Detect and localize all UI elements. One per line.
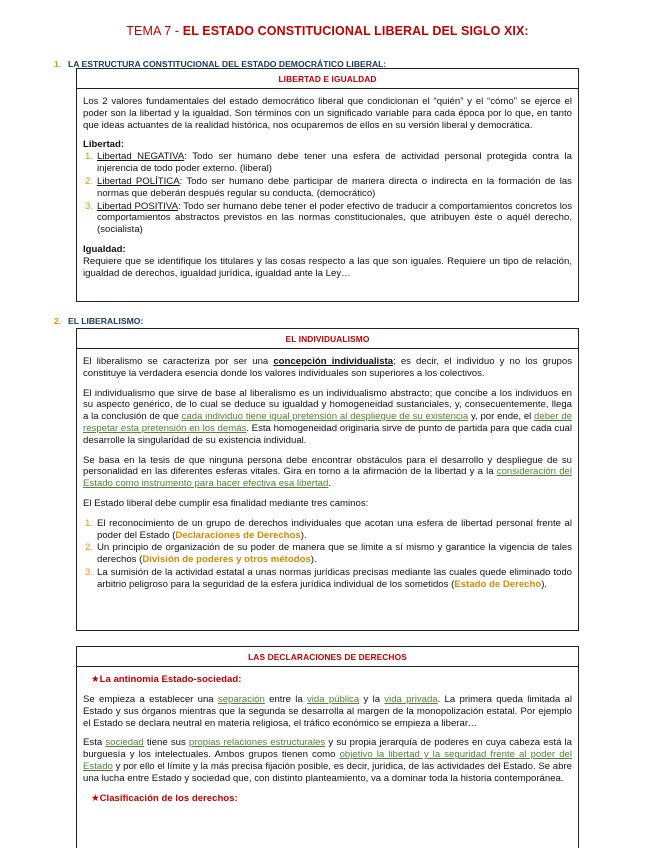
- paragraph: El individualismo que sirve de base al liberalismo es un individualismo abstracto; que concibe a los individuos en su aspecto genérico, de lo cual se deduce su igualdad y homogeneidad sustanciales, y, consecuentemente, llega a la conclusión de que cada individuo tiene igual pretensión al despliegue de su existencia y, por ende, el deber de respetar esta pretensión en los demás. Esta homogeneidad originaria sirve de punto de partida para que cada cual desarrolle la singularidad de su existencia individual.: [83, 387, 573, 446]
- box-title: LAS DECLARACIONES DE DERECHOS: [77, 647, 578, 667]
- paragraph: El Estado liberal debe cumplir esa finalidad mediante tres caminos:: [83, 497, 369, 509]
- paragraph: Esta sociedad tiene sus propias relaciones estructurales y su propia jerarquía de poderes en cuya cabeza está la burguesía y los intelectuales. Ambos grupos tienen como objetivo la libertad y la seguridad frente al poder del Estado y por ello el límite y la más precisa fijación posible, es decir, jurídica, de las actividades del Estado. Se abre una lucha entre Estado y sociedad que, con distinto planteamiento, va a dominar toda la historia contemporánea.: [83, 737, 573, 784]
- section-heading-2: 2. EL LIBERALISMO:: [54, 316, 144, 326]
- list-item: 2. Un principio de organización de su poder de manera que se limite a sí mismo y garantice la vigencia de tales derechos (División de poderes y otros métodos).: [85, 542, 572, 566]
- page-title: TEMA 7 - EL ESTADO CONSTITUCIONAL LIBERAL DEL SIGLO XIX:: [126, 24, 529, 38]
- list-item: 1. Libertad NEGATIVA: Todo ser humano debe tener una esfera de actividad personal protegida contra la injerencia de todo poder externo. (liberal): [85, 151, 572, 175]
- list-item: 2. Libertad POLÍTICA: Todo ser humano debe participar de manera directa o indirecta en la formación de las normas que deberán después regular su conducta. (democrático): [85, 175, 572, 199]
- star-icon: ★: [91, 674, 100, 685]
- intro-paragraph: Los 2 valores fundamentales del estado democrático liberal que condicionan el “quién” y el “cómo” se ejerce el poder son la libertad y la igualdad. Son términos con un significado variable para cada época por lo que, en tanto que ideas actuantes de la realidad histórica, nos ocuparemos de ellos en su versión liberal y democrática.: [83, 96, 572, 131]
- igualdad-paragraph: Requiere que se identifique los titulares y las cosas respecto a las que son iguales. Requiere un tipo de relación, igualdad de derechos, igualdad jurídica, igualdad ante la Ley…: [83, 255, 572, 279]
- paragraph: Se empieza a establecer una separación entre la vida pública y la vida privada. La primera queda limitada al Estado y sus órganos mientras que la segunda se desarrolla al margen de la monopolización estatal. Por ejemplo el Estado se declara neutral en materia religiosa, el tráfico económico se empieza a liberar…: [83, 694, 572, 729]
- list-item: 3. La sumisión de la actividad estatal a unas normas jurídicas precisas mediante las cuales quede eliminado todo arbitrio peligroso para la seguridad de la esfera jurídica individual de los sometidos (Estado de Derecho).: [85, 566, 572, 590]
- ways-list: [83, 518, 572, 591]
- list-item: 3. Libertad POSITIVA: Todo ser humano debe tener el poder efectivo de traducir a comportamientos concretos los comportamientos abstractos previstos en las normas constitucionales, que atribuyen éste o aquél derecho. (socialista): [85, 200, 572, 236]
- list-item: 1. El reconocimiento de un grupo de derechos individuales que acotan una esfera de libertad personal frente al poder del Estado (Declaraciones de Derechos).: [85, 517, 572, 541]
- star-icon: ★: [91, 792, 100, 804]
- box-libertad-igualdad: [76, 68, 579, 302]
- subheading-clasificacion: ★Clasificación de los derechos:: [91, 792, 238, 804]
- paragraph: Se basa en la tesis de que ninguna persona debe encontrar obstáculos para el desarrollo y despliegue de su personalidad en las diferentes esferas vitales. Gira en torno a la afirmación de la libertad y a la consideración del Estado como instrumento para hacer efectiva esa libertad.: [83, 454, 572, 490]
- box-declaraciones: [76, 646, 579, 848]
- section-heading-1: 1. LA ESTRUCTURA CONSTITUCIONAL DEL ESTADO DEMOCRÁTICO LIBERAL:: [54, 59, 387, 69]
- igualdad-label: Igualdad:: [83, 243, 126, 255]
- subheading-antinomia: ★La antinomia Estado-sociedad:: [91, 674, 242, 685]
- libertad-label: Libertad:: [83, 139, 125, 151]
- box-individualismo: [76, 328, 579, 631]
- libertad-list: [83, 151, 572, 236]
- paragraph: El liberalismo se caracteriza por ser una concepción individualista; es decir, el individuo y no los grupos constituye la verdadera esencia donde los valores individuales son superiores a los colectivos.: [83, 356, 572, 379]
- box-title: LIBERTAD E IGUALDAD: [77, 69, 578, 89]
- box-title: EL INDIVIDUALISMO: [77, 329, 578, 349]
